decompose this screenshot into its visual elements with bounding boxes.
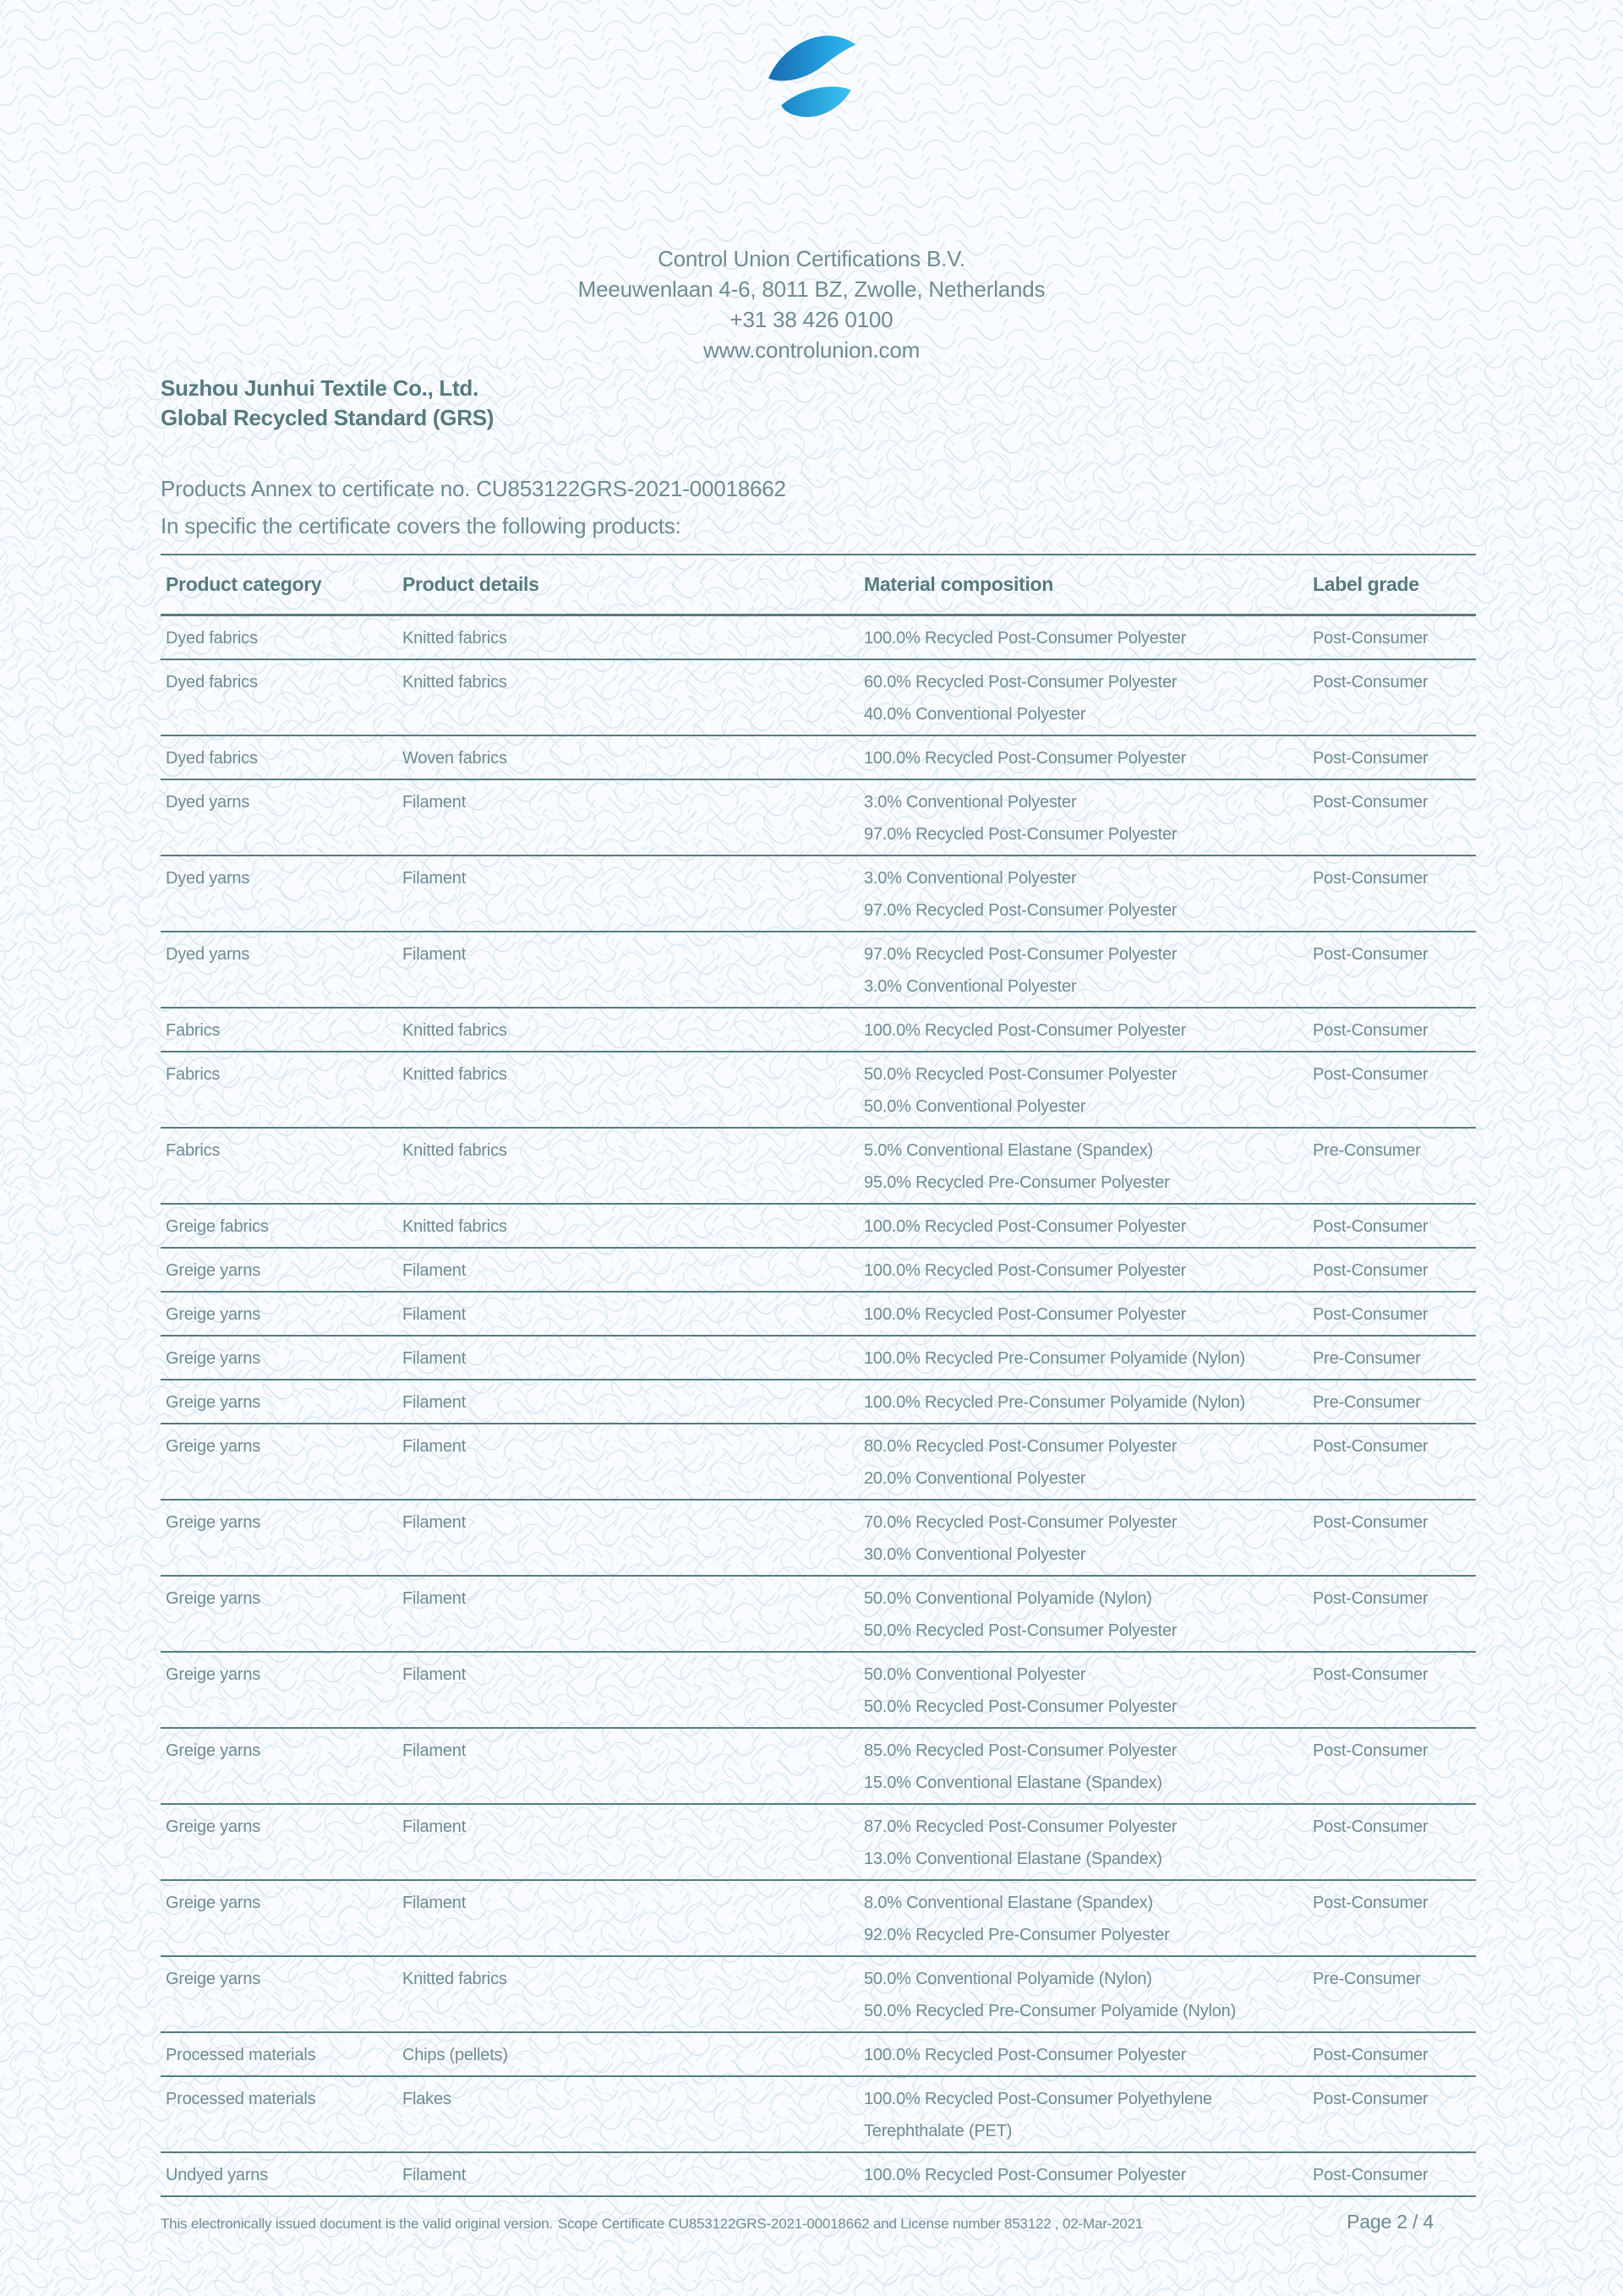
label-grade-cell: Post-Consumer (1313, 748, 1429, 768)
material-line: 97.0% Recycled Post-Consumer Polyester (864, 825, 1178, 844)
label-grade-cell: Pre-Consumer (1313, 1140, 1421, 1160)
material-line: 100.0% Recycled Post-Consumer Polyester (864, 629, 1187, 648)
product-details-cell: Filament (402, 1893, 467, 1912)
material-line: 100.0% Recycled Post-Consumer Polyethylene (864, 2090, 1212, 2108)
header-product-category: Product category (161, 555, 402, 615)
material-composition-cell (864, 615, 1313, 659)
material-composition-cell (864, 1204, 1313, 1248)
label-grade-cell: Post-Consumer (1313, 1817, 1429, 1836)
product-category-cell: Greige yarns (166, 1260, 261, 1280)
material-line: 97.0% Recycled Post-Consumer Polyester (864, 945, 1178, 964)
material-composition-cell (864, 1424, 1313, 1500)
material-line: 50.0% Recycled Post-Consumer Polyester (864, 1065, 1178, 1084)
material-line: 3.0% Conventional Polyester (864, 869, 1077, 888)
material-line: 100.0% Recycled Pre-Consumer Polyamide (Nylon) (864, 1349, 1245, 1368)
product-details-cell: Filament (402, 1588, 467, 1608)
product-details-cell: Filament (402, 1436, 467, 1456)
label-grade-cell: Post-Consumer (1313, 628, 1429, 648)
annex-title: Products Annex to certificate no. CU853122GRS-2021-00018662 (161, 476, 786, 501)
material-line: 60.0% Recycled Post-Consumer Polyester (864, 673, 1178, 692)
header-row (161, 555, 1476, 615)
table-row (161, 1956, 1476, 2032)
material-line: 100.0% Recycled Post-Consumer Polyester (864, 1217, 1187, 1236)
label-grade-cell: Post-Consumer (1313, 868, 1429, 888)
material-line: 100.0% Recycled Post-Consumer Polyester (864, 1305, 1187, 1324)
material-line: 87.0% Recycled Post-Consumer Polyester (864, 1818, 1178, 1836)
label-grade-cell: Post-Consumer (1313, 1020, 1429, 1040)
page-number: Page 2 / 4 (1347, 2210, 1434, 2233)
product-category-cell: Dyed yarns (166, 944, 250, 964)
material-line: 100.0% Recycled Post-Consumer Polyester (864, 749, 1187, 768)
product-details-cell: Filament (402, 2165, 467, 2184)
table-row (161, 1880, 1476, 1956)
product-category-cell: Greige yarns (166, 1665, 261, 1684)
label-grade-cell: Post-Consumer (1313, 1304, 1429, 1324)
material-composition-cell (864, 1880, 1313, 1956)
material-line: 20.0% Conventional Polyester (864, 1469, 1086, 1488)
product-details-cell: Chips (pellets) (402, 2045, 508, 2064)
product-details-cell: Filament (402, 1348, 467, 1368)
material-line: 15.0% Conventional Elastane (Spandex) (864, 1774, 1162, 1792)
table-row (161, 2032, 1476, 2076)
label-grade-cell: Post-Consumer (1313, 1588, 1429, 1608)
product-category-cell: Greige yarns (166, 1436, 261, 1456)
header-product-details: Product details (402, 555, 864, 615)
material-line: 100.0% Recycled Post-Consumer Polyester (864, 2166, 1187, 2184)
product-details-cell: Knitted fabrics (402, 1140, 507, 1160)
material-line: 3.0% Conventional Polyester (864, 793, 1077, 812)
product-category-cell: Greige yarns (166, 1588, 261, 1608)
material-composition-cell (864, 1500, 1313, 1576)
material-line: 13.0% Conventional Elastane (Spandex) (864, 1850, 1162, 1868)
footer-scope: Scope Certificate CU853122GRS-2021-00018662 and License number 853122 , 02-Mar-2021 (557, 2215, 1144, 2232)
material-composition-cell (864, 1380, 1313, 1424)
material-line: 50.0% Conventional Polyamide (Nylon) (864, 1589, 1152, 1608)
product-details-cell: Filament (402, 944, 467, 964)
table-row (161, 1424, 1476, 1500)
label-grade-cell: Post-Consumer (1313, 1216, 1429, 1236)
table-row (161, 779, 1476, 856)
material-composition-cell (864, 2152, 1313, 2196)
table-row (161, 932, 1476, 1008)
label-grade-cell: Post-Consumer (1313, 1260, 1429, 1280)
product-details-cell: Filament (402, 1817, 467, 1836)
product-details-cell: Filament (402, 1512, 467, 1532)
material-line: 80.0% Recycled Post-Consumer Polyester (864, 1437, 1178, 1456)
material-composition-cell (864, 1292, 1313, 1336)
material-composition-cell (864, 1008, 1313, 1052)
label-grade-cell: Post-Consumer (1313, 1436, 1429, 1456)
product-details-cell: Filament (402, 1665, 467, 1684)
product-category-cell: Greige yarns (166, 1817, 261, 1836)
logo-swoosh-bottom (781, 87, 851, 118)
product-details-cell: Filament (402, 792, 467, 812)
product-category-cell: Dyed yarns (166, 792, 250, 812)
certifier-address: Meeuwenlaan 4-6, 8011 BZ, Zwolle, Netherlands (577, 276, 1046, 302)
material-line: 5.0% Conventional Elastane (Spandex) (864, 1141, 1153, 1160)
label-grade-cell: Post-Consumer (1313, 1064, 1429, 1084)
material-line: 100.0% Recycled Post-Consumer Polyester (864, 1021, 1187, 1040)
product-details-cell: Knitted fabrics (402, 1216, 507, 1236)
material-composition-cell (864, 2076, 1313, 2152)
label-grade-cell: Post-Consumer (1313, 1893, 1429, 1912)
table-row (161, 1204, 1476, 1248)
product-category-cell: Greige yarns (166, 1348, 261, 1368)
certifier-header (0, 243, 1623, 365)
product-category-cell: Dyed fabrics (166, 672, 258, 692)
table-row (161, 1500, 1476, 1576)
material-line: 50.0% Recycled Post-Consumer Polyester (864, 1697, 1178, 1716)
product-category-cell: Processed materials (166, 2089, 316, 2108)
header-material-composition: Material composition (864, 555, 1313, 615)
footer-validity-text (161, 2216, 1148, 2233)
logo-swoosh-top (768, 36, 855, 80)
label-grade-cell: Post-Consumer (1313, 672, 1429, 692)
table-row (161, 615, 1476, 659)
label-grade-cell: Pre-Consumer (1313, 1392, 1421, 1412)
table-row (161, 659, 1476, 735)
material-line: 92.0% Recycled Pre-Consumer Polyester (864, 1926, 1170, 1944)
product-category-cell: Greige yarns (166, 1969, 261, 1988)
page-footer (161, 2211, 1476, 2233)
material-line: 100.0% Recycled Post-Consumer Polyester (864, 2046, 1187, 2064)
holder-standard-name: Global Recycled Standard (GRS) (161, 405, 495, 430)
products-table-header (161, 555, 1476, 615)
product-details-cell: Filament (402, 1304, 467, 1324)
table-row (161, 1128, 1476, 1204)
material-composition-cell (864, 779, 1313, 856)
table-row (161, 1380, 1476, 1424)
table-row (161, 1008, 1476, 1052)
table-row (161, 1248, 1476, 1292)
material-composition-cell (864, 1128, 1313, 1204)
table-row (161, 2152, 1476, 2196)
material-composition-cell (864, 1248, 1313, 1292)
material-line: 50.0% Conventional Polyamide (Nylon) (864, 1970, 1152, 1988)
material-line: 40.0% Conventional Polyester (864, 705, 1086, 724)
product-details-cell: Filament (402, 1741, 467, 1760)
material-composition-cell (864, 856, 1313, 932)
product-category-cell: Greige yarns (166, 1512, 261, 1532)
material-composition-cell (864, 735, 1313, 779)
product-details-cell: Filament (402, 1392, 467, 1412)
product-details-cell: Filament (402, 1260, 467, 1280)
material-composition-cell (864, 1576, 1313, 1652)
material-composition-cell (864, 1052, 1313, 1128)
label-grade-cell: Post-Consumer (1313, 944, 1429, 964)
material-composition-cell (864, 1652, 1313, 1728)
product-category-cell: Dyed yarns (166, 868, 250, 888)
table-row (161, 1652, 1476, 1728)
annex-content (161, 554, 1476, 2233)
label-grade-cell: Pre-Consumer (1313, 1348, 1421, 1368)
label-grade-cell: Post-Consumer (1313, 2165, 1429, 2184)
material-composition-cell (864, 1336, 1313, 1380)
product-details-cell: Knitted fabrics (402, 628, 507, 648)
label-grade-cell: Post-Consumer (1313, 1741, 1429, 1760)
material-composition-cell (864, 1728, 1313, 1804)
header-label-grade: Label grade (1313, 555, 1476, 615)
label-grade-cell: Post-Consumer (1313, 2045, 1429, 2064)
certifier-website: www.controlunion.com (702, 337, 921, 363)
product-details-cell: Knitted fabrics (402, 1020, 507, 1040)
material-composition-cell (864, 1804, 1313, 1880)
product-category-cell: Processed materials (166, 2045, 316, 2064)
label-grade-cell: Post-Consumer (1313, 1665, 1429, 1684)
material-composition-cell (864, 932, 1313, 1008)
material-composition-cell (864, 659, 1313, 735)
product-details-cell: Filament (402, 868, 467, 888)
material-composition-cell (864, 2032, 1313, 2076)
product-category-cell: Greige yarns (166, 1304, 261, 1324)
table-row (161, 735, 1476, 779)
material-line: 8.0% Conventional Elastane (Spandex) (864, 1894, 1153, 1912)
material-line: 30.0% Conventional Polyester (864, 1545, 1086, 1564)
products-table (161, 554, 1476, 2197)
table-row (161, 856, 1476, 932)
material-line: 50.0% Conventional Polyester (864, 1097, 1086, 1116)
material-line: 50.0% Recycled Pre-Consumer Polyamide (Nylon) (864, 2002, 1237, 2020)
certificate-holder (161, 374, 494, 433)
product-category-cell: Fabrics (166, 1140, 221, 1160)
label-grade-cell: Post-Consumer (1313, 1512, 1429, 1532)
material-line: 3.0% Conventional Polyester (864, 977, 1077, 996)
table-row (161, 1728, 1476, 1804)
product-category-cell: Greige yarns (166, 1741, 261, 1760)
material-line: 50.0% Recycled Post-Consumer Polyester (864, 1621, 1178, 1640)
table-row (161, 1336, 1476, 1380)
table-row (161, 1804, 1476, 1880)
product-category-cell: Dyed fabrics (166, 628, 258, 648)
material-line: 50.0% Conventional Polyester (864, 1665, 1086, 1684)
product-category-cell: Undyed yarns (166, 2165, 268, 2184)
table-row (161, 1052, 1476, 1128)
product-category-cell: Fabrics (166, 1064, 221, 1084)
label-grade-cell: Pre-Consumer (1313, 1969, 1421, 1988)
label-grade-cell: Post-Consumer (1313, 2089, 1429, 2108)
certifier-phone: +31 38 426 0100 (730, 307, 893, 332)
material-line: 95.0% Recycled Pre-Consumer Polyester (864, 1173, 1170, 1192)
holder-company-name: Suzhou Junhui Textile Co., Ltd. (161, 375, 478, 401)
table-row (161, 1576, 1476, 1652)
annex-subtitle: In specific the certificate covers the following products: (161, 513, 681, 538)
footer-note: This electronically issued document is the valid original version. (161, 2215, 553, 2232)
control-union-logo (747, 20, 876, 125)
material-line: Terephthalate (PET) (864, 2122, 1013, 2140)
product-details-cell: Knitted fabrics (402, 1969, 507, 1988)
material-composition-cell (864, 1956, 1313, 2032)
label-grade-cell: Post-Consumer (1313, 792, 1429, 812)
certifier-name: Control Union Certifications B.V. (658, 246, 965, 271)
material-line: 97.0% Recycled Post-Consumer Polyester (864, 901, 1178, 920)
product-category-cell: Greige fabrics (166, 1216, 269, 1236)
product-category-cell: Greige yarns (166, 1392, 261, 1412)
product-category-cell: Fabrics (166, 1020, 221, 1040)
material-line: 70.0% Recycled Post-Consumer Polyester (864, 1513, 1178, 1532)
product-category-cell: Dyed fabrics (166, 748, 258, 768)
products-table-body (161, 615, 1476, 2196)
material-line: 85.0% Recycled Post-Consumer Polyester (864, 1741, 1178, 1760)
product-details-cell: Knitted fabrics (402, 672, 507, 692)
table-row (161, 2076, 1476, 2152)
material-line: 100.0% Recycled Pre-Consumer Polyamide (Nylon) (864, 1393, 1245, 1412)
product-details-cell: Flakes (402, 2089, 451, 2108)
material-line: 100.0% Recycled Post-Consumer Polyester (864, 1261, 1187, 1280)
product-details-cell: Knitted fabrics (402, 1064, 507, 1084)
annex-intro (161, 470, 786, 544)
table-row (161, 1292, 1476, 1336)
product-details-cell: Woven fabrics (402, 748, 507, 768)
product-category-cell: Greige yarns (166, 1893, 261, 1912)
